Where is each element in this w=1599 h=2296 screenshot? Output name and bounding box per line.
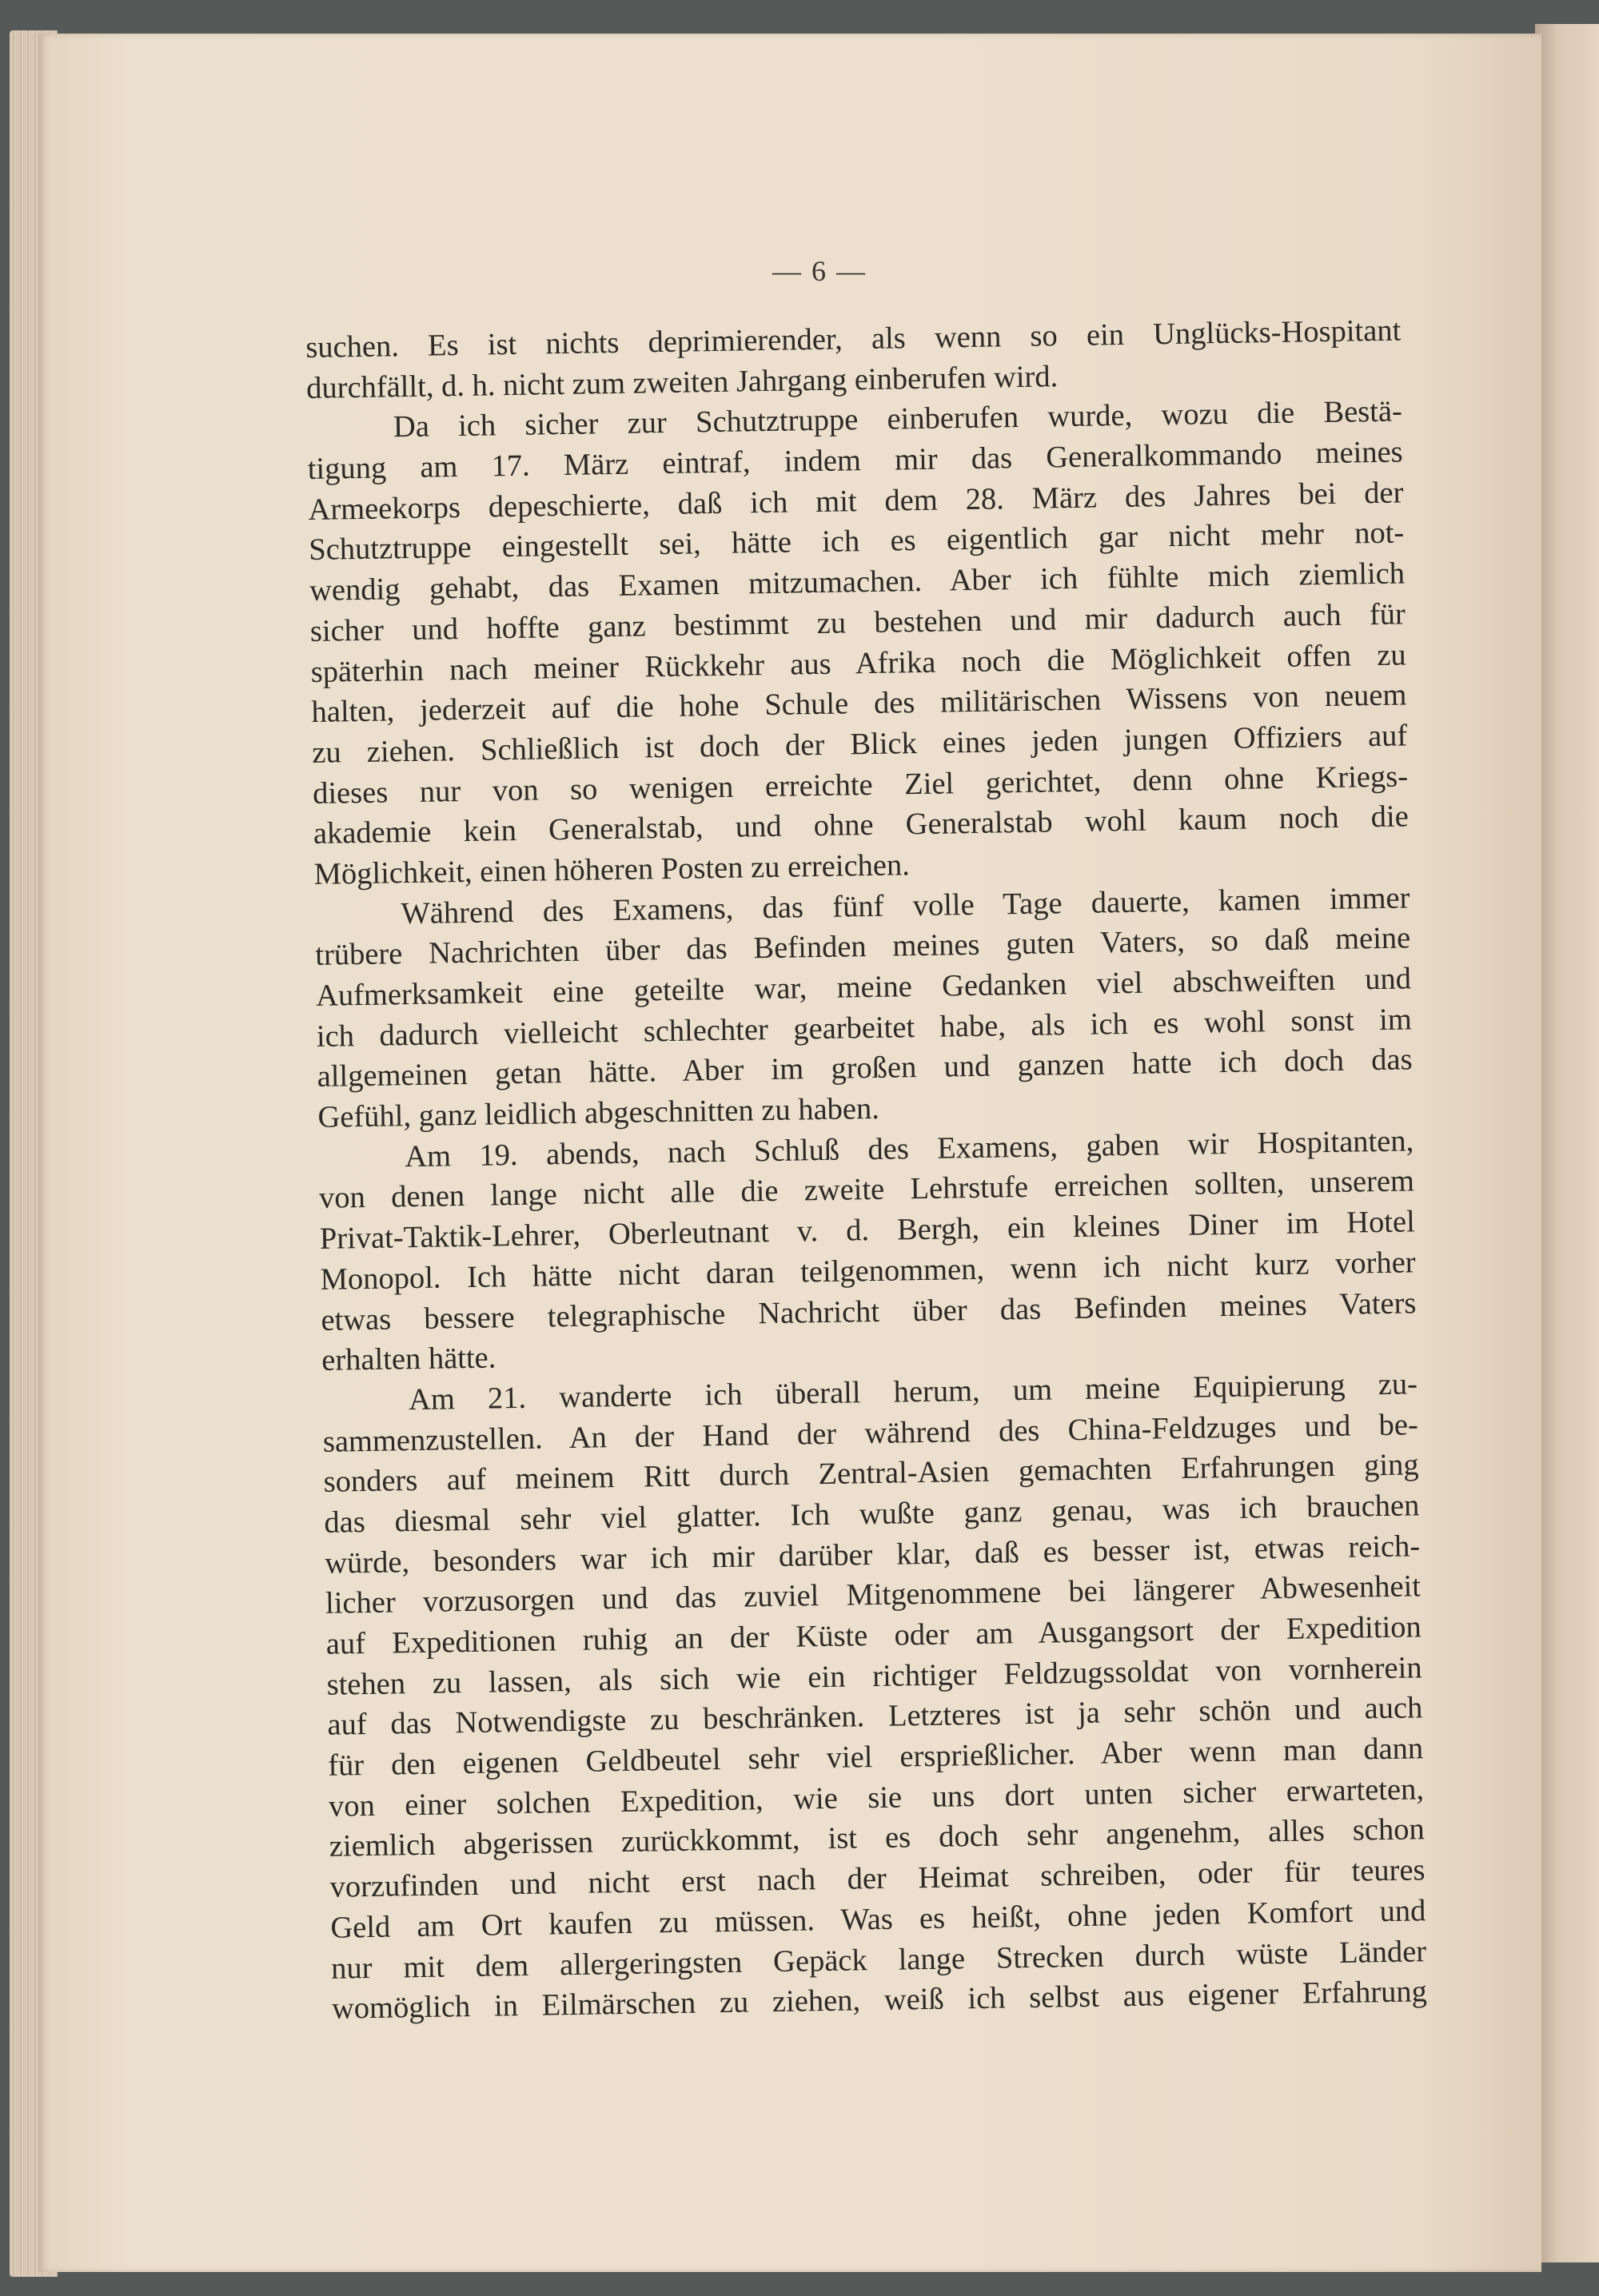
text-line: sammenzustellen. An der Hand der während des China-Feldzuges und be- — [322, 1407, 1419, 1459]
text-line: Da ich sicher zur Schutztruppe einberufen wurde, wozu die Bestä- — [393, 394, 1403, 444]
text-line: würde, besonders war ich mir darüber klar, daß es besser ist, etwas reich- — [324, 1529, 1421, 1580]
text-line: trübere Nachrichten über das Befinden meines guten Vaters, so daß meine — [315, 921, 1411, 973]
text-line: das diesmal sehr viel glatter. Ich wußte ganz genau, was ich brauchen — [324, 1489, 1420, 1540]
text-line: Möglichkeit, einen höheren Posten zu erreichen. — [313, 848, 911, 891]
text-line: von einer solchen Expedition, wie sie uns dort unten sicher erwarteten, — [328, 1772, 1425, 1824]
text-line: vorzufinden und nicht erst nach der Heimat schreiben, oder für teures — [329, 1853, 1426, 1904]
text-line: für den eigenen Geldbeutel sehr viel ersprießlicher. Aber wenn man dann — [327, 1732, 1424, 1783]
text-line: womöglich in Eilmärschen zu ziehen, weiß ich selbst aus eigener Erfahrung — [331, 1975, 1428, 2026]
text-line: akademie kein Generalstab, und ohne Generalstab wohl kaum noch die — [313, 799, 1410, 851]
text-line: Aufmerksamkeit eine geteilte war, meine Gedanken viel abschweiften und — [315, 962, 1412, 1013]
text-line: späterhin nach meiner Rückkehr aus Afrika noch die Möglichkeit offen zu — [310, 637, 1406, 689]
text-line: von denen lange nicht alle die zweite Lehrstufe erreichen sollten, unserem — [318, 1164, 1415, 1216]
text-line: auf Expeditionen ruhig an der Küste oder am Ausgangsort der Expedition — [325, 1610, 1422, 1661]
text-line: Geld am Ort kaufen zu müssen. Was es heißt, ohne jeden Komfort und — [330, 1894, 1426, 1945]
text-line: halten, jederzeit auf die hohe Schule des militärischen Wissens von neuem — [311, 678, 1407, 730]
text-line: dieses nur von so wenigen erreichte Ziel gerichtet, denn ohne Kriegs- — [312, 759, 1409, 811]
text-line: suchen. Es ist nichts deprimierender, als wenn so ein Unglücks-Hospitant — [305, 313, 1402, 365]
text-line: Am 21. wanderte ich überall herum, um meine Equipierung zu- — [408, 1367, 1418, 1417]
page-number: — 6 — — [772, 255, 867, 287]
text-line: erhalten hätte. — [321, 1341, 496, 1378]
text-line: nur mit dem allergeringsten Gepäck lange Strecken durch wüste Länder — [330, 1934, 1427, 1986]
text-line: allgemeinen getan hätte. Aber im großen und ganzen hatte ich doch das — [317, 1042, 1413, 1094]
text-line: Gefühl, ganz leidlich abgeschnitten zu haben. — [317, 1091, 880, 1134]
text-line: Während des Examens, das fünf volle Tage dauerte, kamen immer — [401, 881, 1410, 931]
text-line: Monopol. Ich hätte nicht daran teilgenommen, wenn ich nicht kurz vorher — [320, 1246, 1416, 1297]
text-line: etwas bessere telegraphische Nachricht über das Befinden meines Vaters — [321, 1286, 1417, 1337]
text-line: tigung am 17. März eintraf, indem mir das Generalkommando meines — [307, 435, 1403, 487]
text-line: Armeekorps depeschierte, daß ich mit dem 28. März des Jahres bei der — [308, 476, 1404, 527]
text-line: licher vorzusorgen und das zuviel Mitgenommene bei längerer Abwesenheit — [325, 1569, 1422, 1621]
text-line: ziemlich abgerissen zurückkommt, ist es doch sehr angenehm, alles schon — [329, 1812, 1426, 1864]
text-line: ich dadurch vielleicht schlechter gearbeitet habe, als ich es wohl sonst im — [316, 1003, 1413, 1054]
text-line: stehen zu lassen, als sich wie ein richtiger Feldzugssoldat von vornherein — [326, 1650, 1422, 1702]
text-line: Privat-Taktik-Lehrer, Oberleutnant v. d. Bergh, ein kleines Diner im Hotel — [319, 1205, 1416, 1256]
text-line: Schutztruppe eingestellt sei, hätte ich es eigentlich gar nicht mehr not- — [309, 516, 1405, 568]
text-line: durchfällt, d. h. nicht zum zweiten Jahrgang einberufen wird. — [305, 359, 1059, 405]
text-line: auf das Notwendigste zu beschränken. Letzteres ist ja sehr schön und auch — [327, 1691, 1423, 1743]
text-line: zu ziehen. Schließlich ist doch der Blick eines jeden jungen Offiziers auf — [312, 719, 1408, 770]
facing-page-edge — [1535, 24, 1599, 2262]
text-line: sicher und hoffte ganz bestimmt zu bestehen und mir dadurch auch für — [309, 597, 1406, 648]
text-line: sonders auf meinem Ritt durch Zentral-Asien gemachten Erfahrungen ging — [323, 1448, 1419, 1500]
text-line: Am 19. abends, nach Schluß des Examens, gaben wir Hospitanten, — [404, 1124, 1414, 1174]
text-line: wendig gehabt, das Examen mitzumachen. Aber ich fühlte mich ziemlich — [309, 556, 1406, 608]
body-text — [305, 310, 1427, 2029]
